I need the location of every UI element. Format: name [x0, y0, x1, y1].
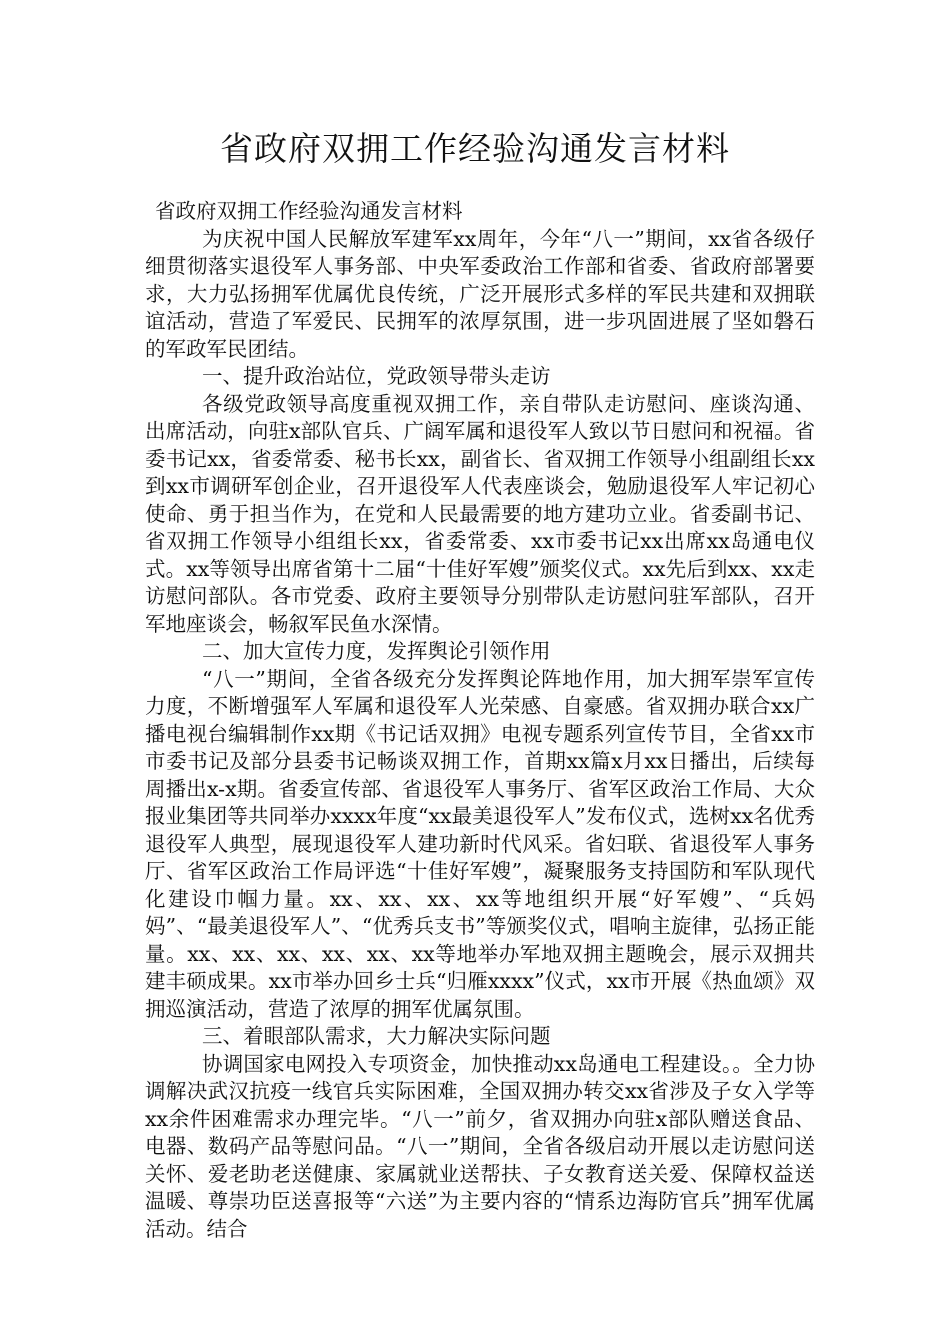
section-heading-2: 二、加大宣传力度，发挥舆论引领作用 [202, 639, 551, 663]
paragraph-section-3: 协调国家电网投入专项资金，加快推动xx岛通电工程建设。。全力协调解决武汉抗疫一线官兵实际困难，全国双拥办转交xx省涉及子女入学等xx余件困难需求办理完毕。“八一”前夕，省双拥办向驻x部队赠送食品、电器、数码产品等慰问品。“八一”期间，全省各级启动开展以走访慰问送关怀、爱老助老送健康、家属就业送帮扶、子女教育送关爱、保障权益送温暖、尊崇功臣送喜报等“六送”为主要内容的“情系边海防官兵”拥军优属活动。结合 [145, 1051, 815, 1241]
paragraph-section-2: “八一”期间，全省各级充分发挥舆论阵地作用，加大拥军崇军宣传力度，不断增强军人军属和退役军人光荣感、自豪感。省双拥办联合xx广播电视台编辑制作xx期《书记话双拥》电视专题系列宣传节目，全省xx市市委书记及部分县委书记畅谈双拥工作，首期xx篇x月xx日播出，后续每周播出x-x期。省委宣传部、省退役军人事务厅、省军区政治工作局、大众报业集团等共同举办xxxx年度“xx最美退役军人”发布仪式，选树xx名优秀退役军人典型，展现退役军人建功新时代风采。省妇联、省退役军人事务厅、省军区政治工作局评选“十佳好军嫂”，凝聚服务支持国防和军队现代化建设巾帼力量。xx、xx、xx、xx等地组织开展“好军嫂”、“兵妈妈”、“最美退役军人”、“优秀兵支书”等颁奖仪式，唱响主旋律，弘扬正能量。xx、xx、xx、xx、xx、xx等地举办军地双拥主题晚会，展示双拥共建丰硕成果。xx市举办回乡士兵“归雁xxxx”仪式，xx市开展《热血颂》双拥巡演活动，营造了浓厚的拥军优属氛围。 [145, 666, 815, 1021]
document-body [145, 198, 815, 1243]
section-heading-1: 一、提升政治站位，党政领导带头走访 [202, 364, 551, 388]
paragraph-intro: 为庆祝中国人民解放军建军xx周年，今年“八一”期间，xx省各级仔细贯彻落实退役军人事务部、中央军委政治工作部和省委、省政府部署要求，大力弘扬拥军优属优良传统，广泛开展形式多样的军民共建和双拥联谊活动，营造了军爱民、民拥军的浓厚氛围，进一步巩固进展了坚如磐石的军政军民团结。 [145, 226, 815, 361]
document-title: 省政府双拥工作经验沟通发言材料 [220, 129, 730, 168]
document-subtitle: 省政府双拥工作经验沟通发言材料 [155, 199, 463, 223]
section-heading-3: 三、着眼部队需求，大力解决实际问题 [202, 1024, 551, 1048]
paragraph-section-1: 各级党政领导高度重视双拥工作，亲自带队走访慰问、座谈沟通、出席活动，向驻x部队官兵、广阔军属和退役军人致以节日慰问和祝福。省委书记xx，省委常委、秘书长xx，副省长、省双拥工作领导小组副组长xx到xx市调研军创企业，召开退役军人代表座谈会，勉励退役军人牢记初心使命、勇于担当作为，在党和人民最需要的地方建功立业。省委副书记、省双拥工作领导小组组长xx，省委常委、xx市委书记xx出席xx岛通电仪式。xx等领导出席省第十二届“十佳好军嫂”颁奖仪式。xx先后到xx、xx走访慰问部队。各市党委、政府主要领导分别带队走访慰问驻军部队，召开军地座谈会，畅叙军民鱼水深情。 [145, 391, 815, 636]
